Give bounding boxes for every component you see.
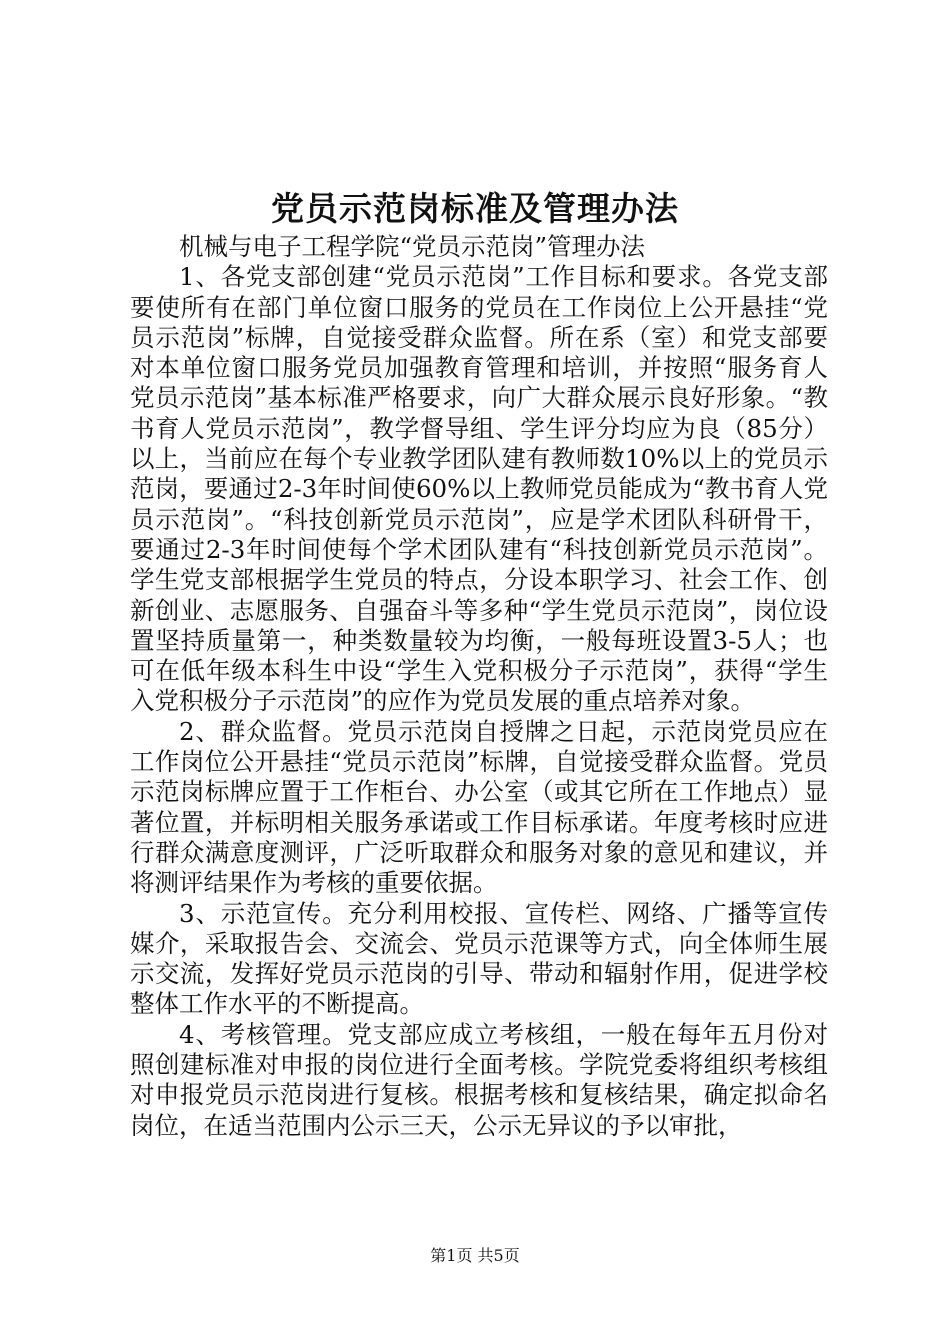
paragraph-1-goals: 1、各党支部创建“党员示范岗”工作目标和要求。各党支部要使所有在部门单位窗口服务的党员在工作岗位上公开悬挂“党员示范岗”标牌，自觉接受群众监督。所在系（室）和党支部要对本单位窗口服务党员加强教育管理和培训，并按照“服务育人党员示范岗”基本标准严格要求，向广大群众展示良好形象。“教书育人党员示范岗”，教学督导组、学生评分均应为良（85分）以上，当前应在每个专业教学团队建有教师数10%以上的党员示范岗，要通过2-3年时间使60%以上教师党员能成为“教书育人党员示范岗”。“科技创新党员示范岗”，应是学术团队科研骨干，要通过2-3年时间使每个学术团队建有“科技创新党员示范岗”。学生党支部根据学生党员的特点，分设本职学习、社会工作、创新创业、志愿服务、自强奋斗等多种“学生党员示范岗”，岗位设置坚持质量第一，种类数量较为均衡，一般每班设置3-5人；也可在低年级本科生中设“学生入党积极分子示范岗”，获得“学生入党积极分子示范岗”的应作为党员发展的重点培养对象。 [130, 262, 828, 716]
paragraph-3-publicity: 3、示范宣传。充分利用校报、宣传栏、网络、广播等宣传媒介，采取报告会、交流会、党员示范课等方式，向全体师生展示交流，发挥好党员示范岗的引导、带动和辐射作用，促进学校整体工作水平的不断提高。 [130, 898, 828, 1019]
paragraph-4-assessment: 4、考核管理。党支部应成立考核组，一般在每年五月份对照创建标准对申报的岗位进行全面考核。学院党委将组织考核组对申报党员示范岗进行复核。根据考核和复核结果，确定拟命名岗位，在适当范围内公示三天，公示无异议的予以审批， [130, 1019, 828, 1140]
document-title: 党员示范岗标准及管理办法 [271, 189, 679, 228]
paragraph-2-supervision: 2、群众监督。党员示范岗自授牌之日起，示范岗党员应在工作岗位公开悬挂“党员示范岗”标牌，自觉接受群众监督。党员示范岗标牌应置于工作柜台、办公室（或其它所在工作地点）显著位置，并标明相关服务承诺或工作目标承诺。年度考核时应进行群众满意度测评，广泛听取群众和服务对象的意见和建议，并将测评结果作为考核的重要依据。 [130, 716, 828, 898]
document-body [130, 232, 828, 1141]
paragraph-subtitle: 机械与电子工程学院“党员示范岗”管理办法 [179, 232, 646, 261]
page-footer: 第1页 共5页 [430, 1246, 520, 1265]
